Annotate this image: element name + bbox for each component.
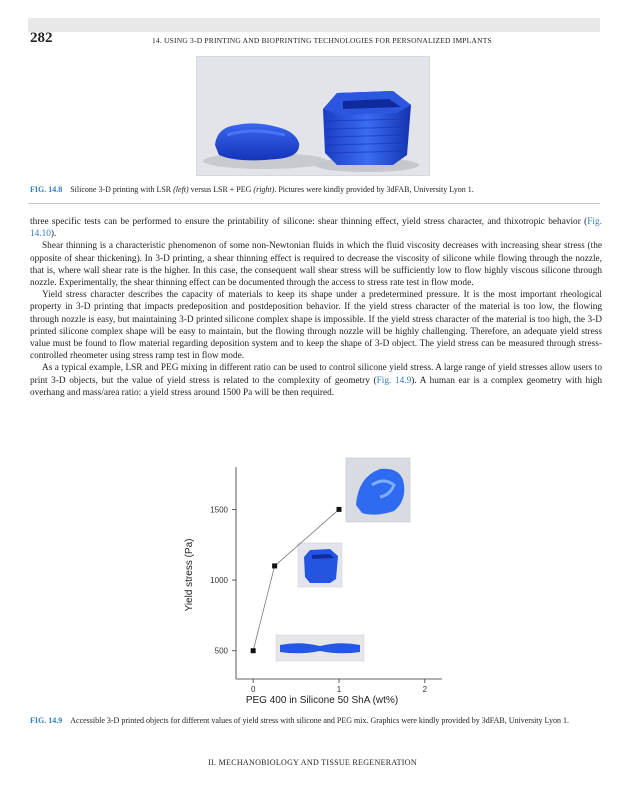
x-axis-label: PEG 400 in Silicone 50 ShA (wt%) — [245, 695, 399, 706]
page-number: 282 — [30, 30, 53, 46]
data-point — [272, 563, 277, 568]
y-tick-label: 1500 — [210, 505, 228, 515]
y-axis-label: Yield stress (Pa) — [184, 538, 195, 612]
yield-stress-chart — [180, 455, 450, 710]
paragraph: Shear thinning is a characteristic phenomenon of some non-Newtonian fluids in which the fluid viscosity decreases with increasing shear stress (the opposite of shear thickening). In 3-D printing, a shear thinning effect is required to decrease the viscosity of silicone while flowing through the nozzle, that is, where wall shear rate is the higher. In this case, the consequent wall shear stress will be sufficiently low to flow highly viscous silicone through nozzle. Experimentally, the shear thinning effect can be documented through the access to stress rate test in flow mode. — [30, 241, 602, 289]
flat-strip-print-photo — [276, 635, 364, 661]
caption-divider — [28, 203, 600, 204]
x-tick-label: 2 — [422, 685, 428, 694]
section-footer: II. MECHANOBIOLOGY AND TISSUE REGENERATION — [208, 758, 417, 767]
paragraph: As a typical example, LSR and PEG mixing in different ratio can be used to control silicone yield stress. A large range of yield stresses allow users to print 3-D objects, but the value of yield stress is related to the complexity of geometry (Fig. 14.9). A human ear is a complex geometry with high overhang and mass/area ratio: a yield stress around 1500 Pa will be then required. — [30, 363, 602, 398]
figure-14-8-photo — [196, 56, 430, 176]
running-title: 14. USING 3-D PRINTING AND BIOPRINTING TECHNOLOGIES FOR PERSONALIZED IMPLANTS — [152, 36, 492, 45]
header-bar — [28, 18, 600, 32]
chart-photos — [276, 458, 410, 661]
figure-reference-link[interactable]: Fig. 14.9 — [376, 375, 412, 386]
figure-14-8-caption: FIG. 14.8 Silicone 3-D printing with LSR (left) versus LSR + PEG (right). Pictures were kindly provided by 3dFAB, University Lyon 1. — [30, 185, 474, 194]
y-tick-label: 1000 — [210, 576, 228, 586]
x-tick-label: 1 — [336, 685, 342, 694]
figure-label: FIG. 14.9 — [30, 716, 63, 725]
silicone-prints-image — [197, 57, 429, 175]
paragraph: Yield stress character describes the capacity of materials to keep its shape under a predetermined pressure. It is the most important rheological property in 3-D printing that impacts predeposition and postdeposition behavior. If the yield stress character of the material is too low, the flowing through nozzle is easy, but maintaining 3-D printed silicone complex shape is impossible. If the yield stress character of the material is too high, the 3-D printed silicone complex shape will be easy to maintain, but the flowing through nozzle will be highly challenging. Therefore, an adequate yield stress value must be found to flow material regarding deposition system and to keep the shape of 3-D object. The yield stress can be measured through stress-controlled rheometer using stress ramp test in flow mode. — [30, 290, 602, 362]
hexagonal-print-photo — [298, 543, 342, 587]
data-point — [251, 648, 256, 653]
paragraph: three specific tests can be performed to ensure the printability of silicone: shear thinning effect, yield stress character, and thixotropic behavior (Fig. 14.10). — [30, 217, 602, 240]
figure-14-9-caption: FIG. 14.9 Accessible 3-D printed objects for different values of yield stress with silicone and PEG mix. Graphics were kindly provided by 3dFAB, University Lyon 1. — [30, 716, 569, 725]
body-text — [30, 216, 602, 399]
data-point — [337, 507, 342, 512]
figure-label: FIG. 14.8 — [30, 185, 63, 194]
figure-reference-link[interactable]: Fig. 14.10 — [30, 217, 602, 240]
y-tick-label: 500 — [214, 646, 228, 656]
x-tick-label: 0 — [250, 685, 256, 694]
ear-print-photo — [346, 458, 410, 522]
